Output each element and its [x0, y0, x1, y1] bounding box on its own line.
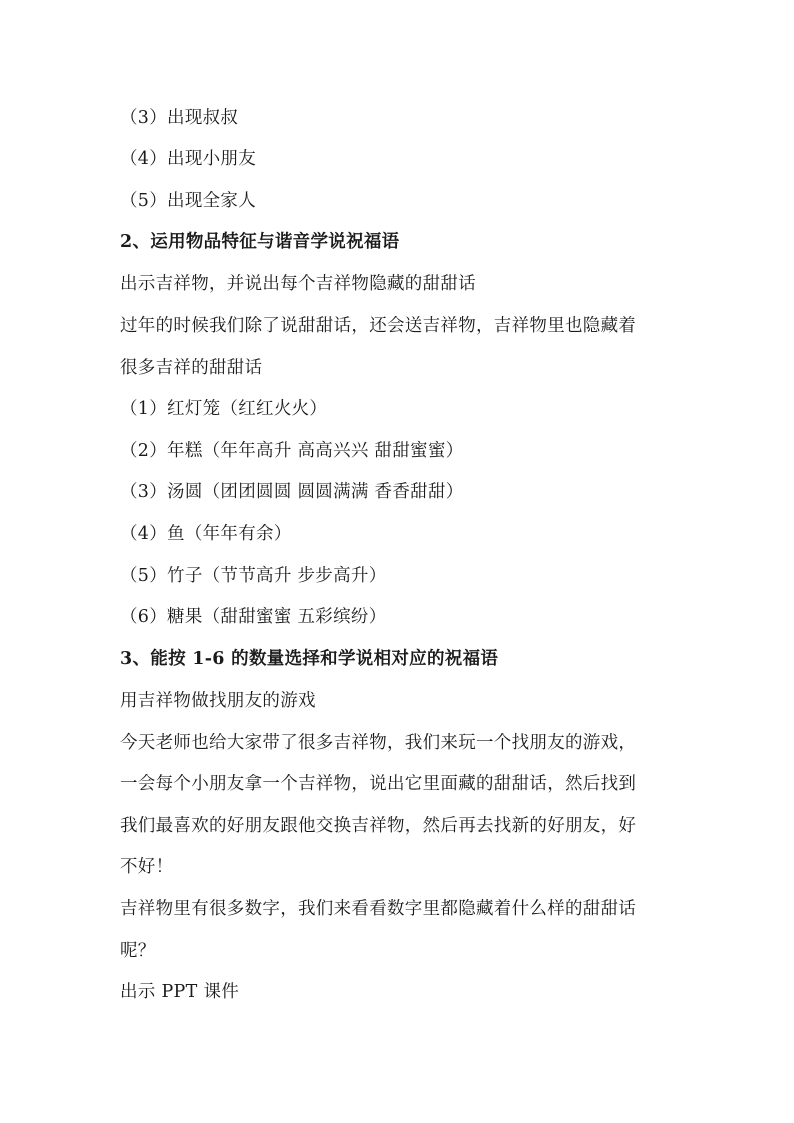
- paragraph-line: 用吉祥物做找朋友的游戏: [120, 691, 316, 711]
- list-item-rice-cake: （2）年糕（年年高升 高高兴兴 甜甜蜜蜜）: [120, 441, 464, 461]
- paragraph-line: 很多吉祥的甜甜话: [120, 358, 263, 378]
- paragraph-line: 我们最喜欢的好朋友跟他交换吉祥物，然后再去找新的好朋友，好: [120, 816, 637, 836]
- paragraph-line: 过年的时候我们除了说甜甜话，还会送吉祥物，吉祥物里也隐藏着: [120, 316, 637, 336]
- list-item-lantern: （1）红灯笼（红红火火）: [120, 399, 328, 419]
- list-item-appear-child: （4）出现小朋友: [120, 149, 257, 169]
- paragraph-line: 吉祥物里有很多数字，我们来看看数字里都隐藏着什么样的甜甜话: [120, 899, 637, 919]
- paragraph-line: 出示吉祥物，并说出每个吉祥物隐藏的甜甜话: [120, 274, 476, 294]
- section-heading-3: 3、能按 1-6 的数量选择和学说相对应的祝福语: [120, 649, 499, 669]
- list-item-candy: （6）糖果（甜甜蜜蜜 五彩缤纷）: [120, 607, 387, 627]
- paragraph-line: 出示 PPT 课件: [120, 982, 240, 1002]
- paragraph-line: 今天老师也给大家带了很多吉祥物，我们来玩一个找朋友的游戏，: [120, 733, 637, 753]
- list-item-appear-family: （5）出现全家人: [120, 191, 257, 211]
- list-item-appear-uncle: （3）出现叔叔: [120, 108, 239, 128]
- list-item-tangyuan: （3）汤圆（团团圆圆 圆圆满满 香香甜甜）: [120, 482, 464, 502]
- paragraph-line: 一会每个小朋友拿一个吉祥物，说出它里面藏的甜甜话，然后找到: [120, 774, 637, 794]
- paragraph-line: 不好！: [120, 857, 174, 877]
- section-heading-2: 2、运用物品特征与谐音学说祝福语: [120, 232, 400, 252]
- list-item-fish: （4）鱼（年年有余）: [120, 524, 292, 544]
- paragraph-line: 呢？: [120, 941, 156, 961]
- list-item-bamboo: （5）竹子（节节高升 步步高升）: [120, 566, 387, 586]
